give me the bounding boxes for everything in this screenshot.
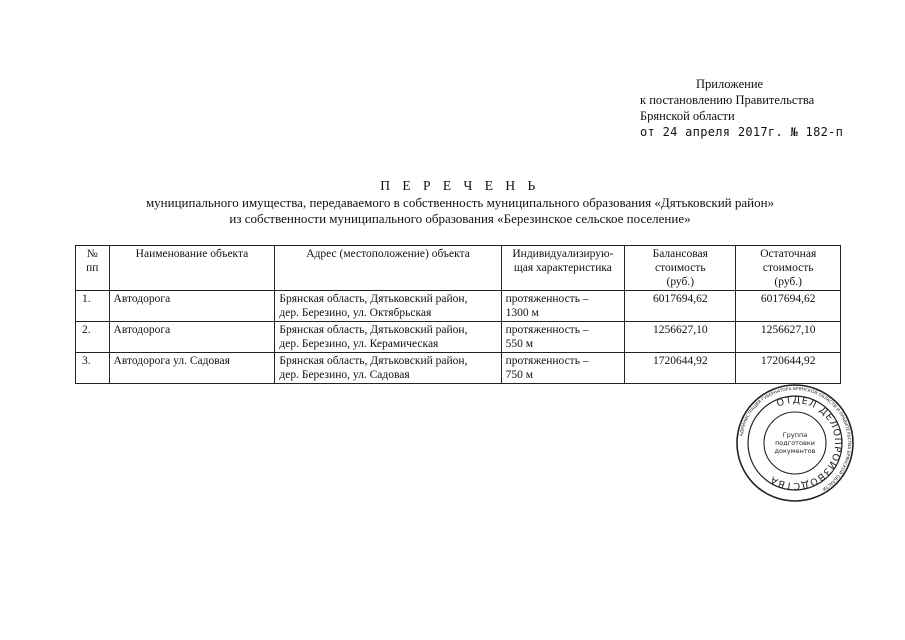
header-balance [625,246,736,291]
stamp-center-line-3: документов [774,447,816,455]
cell-residual: 1720644,92 [736,353,841,384]
cell-balance: 1720644,92 [625,353,736,384]
document-title [60,178,860,227]
appendix-line-1: Приложение [696,77,764,91]
title-line-1: муниципального имущества, передаваемого в собственность муниципального образования «Дятьковский район» [145,195,775,210]
cell-address-line: Брянская область, Дятьковский район, [279,355,468,367]
cell-name: Автодорога ул. Садовая [109,353,275,384]
header-balance-line: (руб.) [666,276,695,288]
title-line-2: из собственности муниципального образования «Березинское сельское поселение» [229,211,691,226]
cell-characteristic [501,322,625,353]
stamp-ring-textpath: ОТДЕЛ ДЕЛОПРОИЗВОДСТВА [767,394,844,492]
cell-num: 3. [76,353,110,384]
cell-address [275,291,501,322]
header-address: Адрес (местоположение) объекта [275,246,501,291]
cell-address [275,353,501,384]
stamp-center-line-2: подготовки [775,439,815,447]
appendix-line-2: к постановлению Правительства [640,93,815,107]
cell-characteristic-line: протяженность – [505,293,589,305]
title-heading: П Е Р Е Ч Е Н Ь [380,178,540,193]
cell-address-line: дер. Березино, ул. Октябрьская [279,307,432,319]
cell-address [275,322,501,353]
header-name: Наименование объекта [109,246,275,291]
header-balance-line: стоимость [655,262,706,274]
property-table [75,245,841,384]
cell-address-line: Брянская область, Дятьковский район, [279,324,468,336]
cell-balance: 6017694,62 [625,291,736,322]
header-num [76,246,110,291]
table-header-row [76,246,841,291]
cell-characteristic-line: 750 м [505,369,534,381]
header-characteristic-line: Индивидуализирую- [512,248,614,260]
header-num-line: пп [86,262,99,274]
cell-characteristic [501,291,625,322]
cell-name: Автодорога [109,322,275,353]
stamp-outer-textpath: АДМИНИСТРАЦИЯ ГУБЕРНАТОРА БРЯНСКОЙ ОБЛАСТИ И ПРАВИТЕЛЬСТВА БРЯНСКОЙ ОБЛАСТИ [739,386,852,492]
header-num-line: № [86,248,98,260]
table-row [76,322,841,353]
header-characteristic [501,246,625,291]
cell-characteristic-line: протяженность – [505,324,589,336]
header-characteristic-line: щая характеристика [513,262,612,274]
appendix-line-3: Брянской области [640,109,735,123]
cell-residual: 1256627,10 [736,322,841,353]
cell-address-line: дер. Березино, ул. Керамическая [279,338,439,350]
cell-num: 1. [76,291,110,322]
cell-characteristic [501,353,625,384]
cell-characteristic-line: 1300 м [505,307,539,319]
office-stamp [735,383,855,503]
cell-address-line: дер. Березино, ул. Садовая [279,369,410,381]
header-residual-line: стоимость [762,262,814,274]
appendix-header [640,76,890,140]
cell-num: 2. [76,322,110,353]
cell-characteristic-line: протяженность – [505,355,589,367]
header-residual-line: (руб.) [774,276,802,288]
cell-characteristic-line: 550 м [505,338,534,350]
table-row [76,291,841,322]
cell-residual: 6017694,62 [736,291,841,322]
cell-name: Автодорога [109,291,275,322]
cell-address-line: Брянская область, Дятьковский район, [279,293,468,305]
header-balance-line: Балансовая [652,248,708,260]
header-residual-line: Остаточная [760,248,817,260]
table-row [76,353,841,384]
appendix-line-4: от 24 апреля 2017г. № 182-п [640,125,844,139]
header-residual [736,246,841,291]
stamp-center-line-1: Группа [782,431,808,439]
cell-balance: 1256627,10 [625,322,736,353]
